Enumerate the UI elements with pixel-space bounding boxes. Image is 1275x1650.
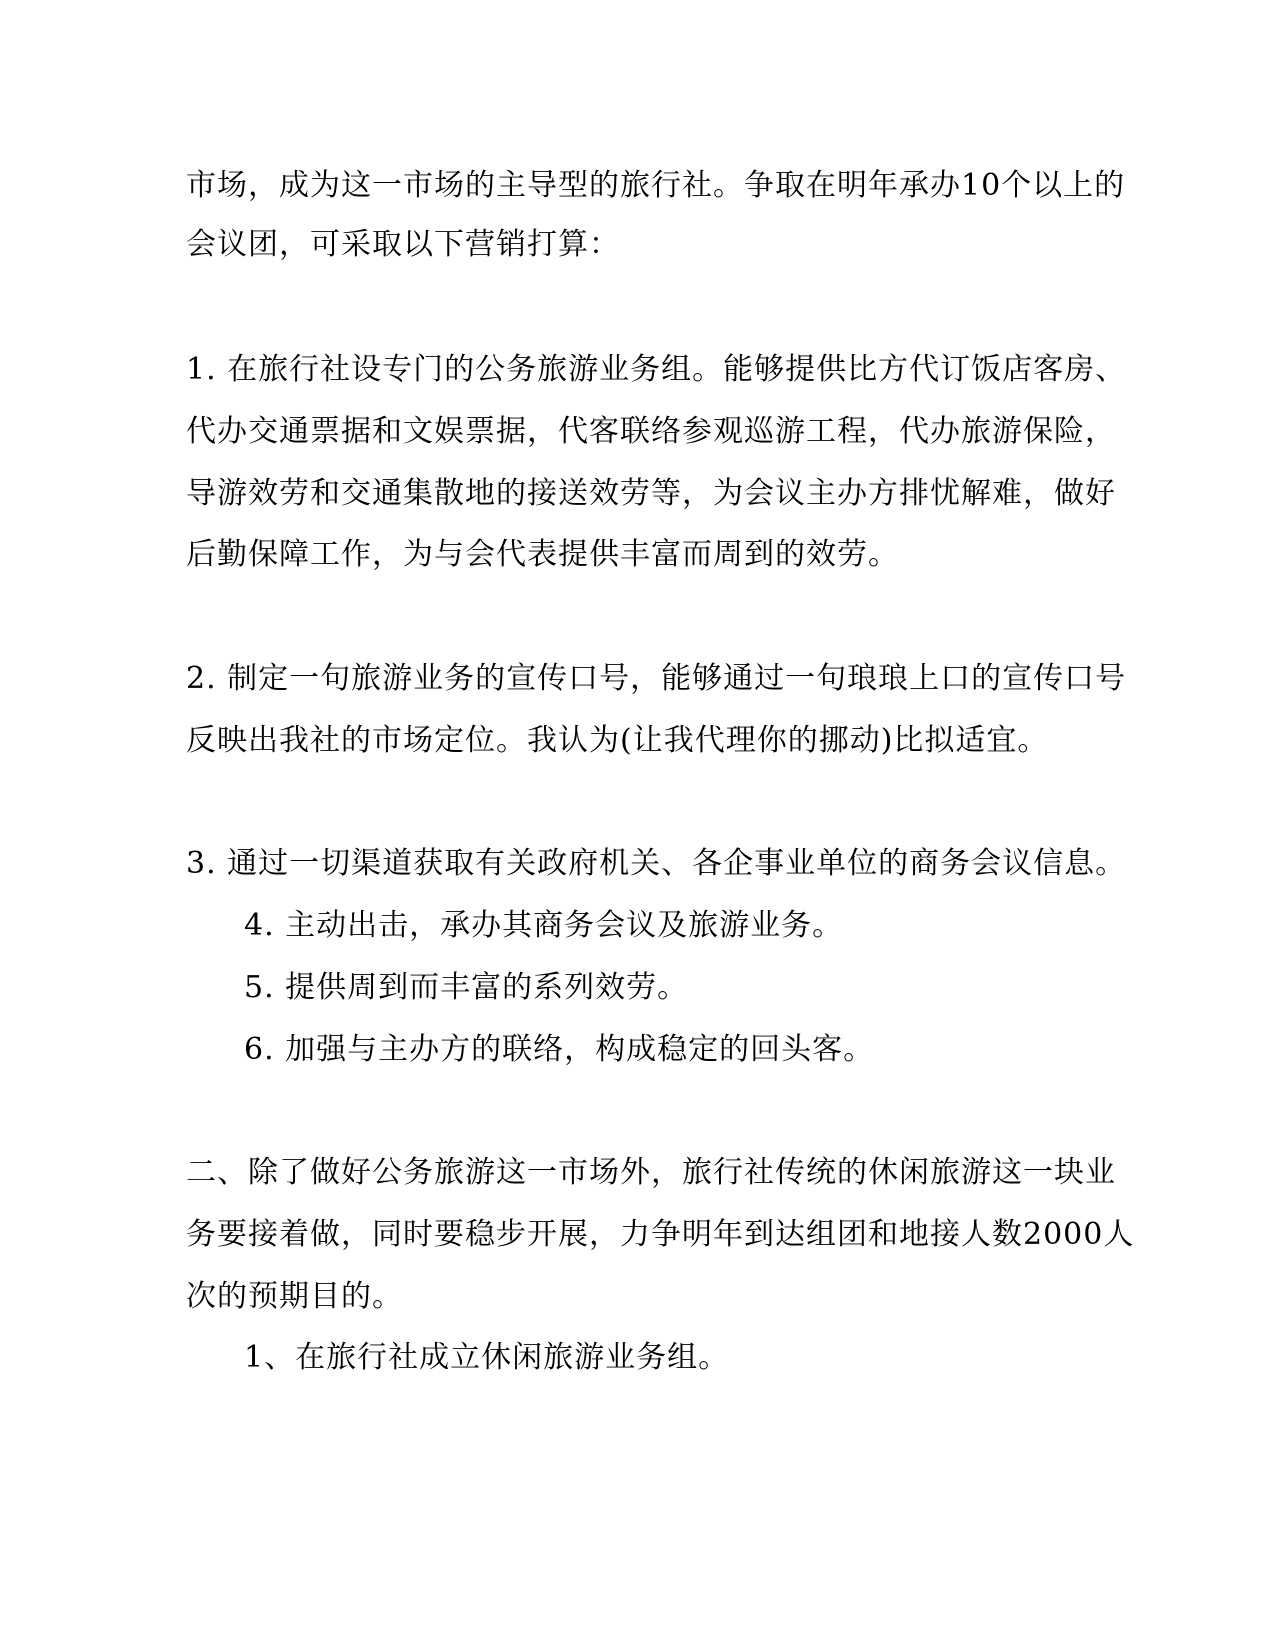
- paragraph-1-line-2: 会议团，可采取以下营销打算：: [186, 227, 620, 262]
- section-2-line-3: 次的预期目的。: [186, 1279, 403, 1314]
- item-6-text: 6. 加强与主办方的联络，构成稳定的回头客。: [244, 1032, 875, 1067]
- section-2-line-2: 务要接着做，同时要稳步开展，力争明年到达组团和地接人数2000人: [186, 1217, 1135, 1252]
- item-1-line-3: 导游效劳和交通集散地的接送效劳等，为会议主办方排忧解难，做好: [186, 476, 1116, 511]
- item-1-line-1: 1. 在旅行社设专门的公务旅游业务组。能够提供比方代订饭店客房、: [186, 352, 1127, 387]
- item-3-text: 3. 通过一切渠道获取有关政府机关、各企事业单位的商务会议信息。: [186, 846, 1127, 881]
- paragraph-1-line-1: 市场，成为这一市场的主导型的旅行社。争取在明年承办10个以上的: [186, 168, 1126, 203]
- item-1-line-2: 代办交通票据和文娱票据，代客联络参观巡游工程，代办旅游保险，: [186, 414, 1116, 449]
- item-2-line-2: 反映出我社的市场定位。我认为(让我代理你的挪动)比拟适宜。: [186, 723, 1049, 758]
- item-2-line-1: 2. 制定一句旅游业务的宣传口号，能够通过一句琅琅上口的宣传口号: [186, 661, 1127, 696]
- section-2-line-1: 二、除了做好公务旅游这一市场外，旅行社传统的休闲旅游这一块业: [186, 1155, 1116, 1190]
- item-4-text: 4. 主动出击，承办其商务会议及旅游业务。: [244, 908, 844, 943]
- item-5-text: 5. 提供周到而丰富的系列效劳。: [244, 970, 689, 1005]
- item-1-line-4: 后勤保障工作，为与会代表提供丰富而周到的效劳。: [186, 537, 899, 572]
- section-2-item-1-text: 1、在旅行社成立休闲旅游业务组。: [244, 1340, 730, 1375]
